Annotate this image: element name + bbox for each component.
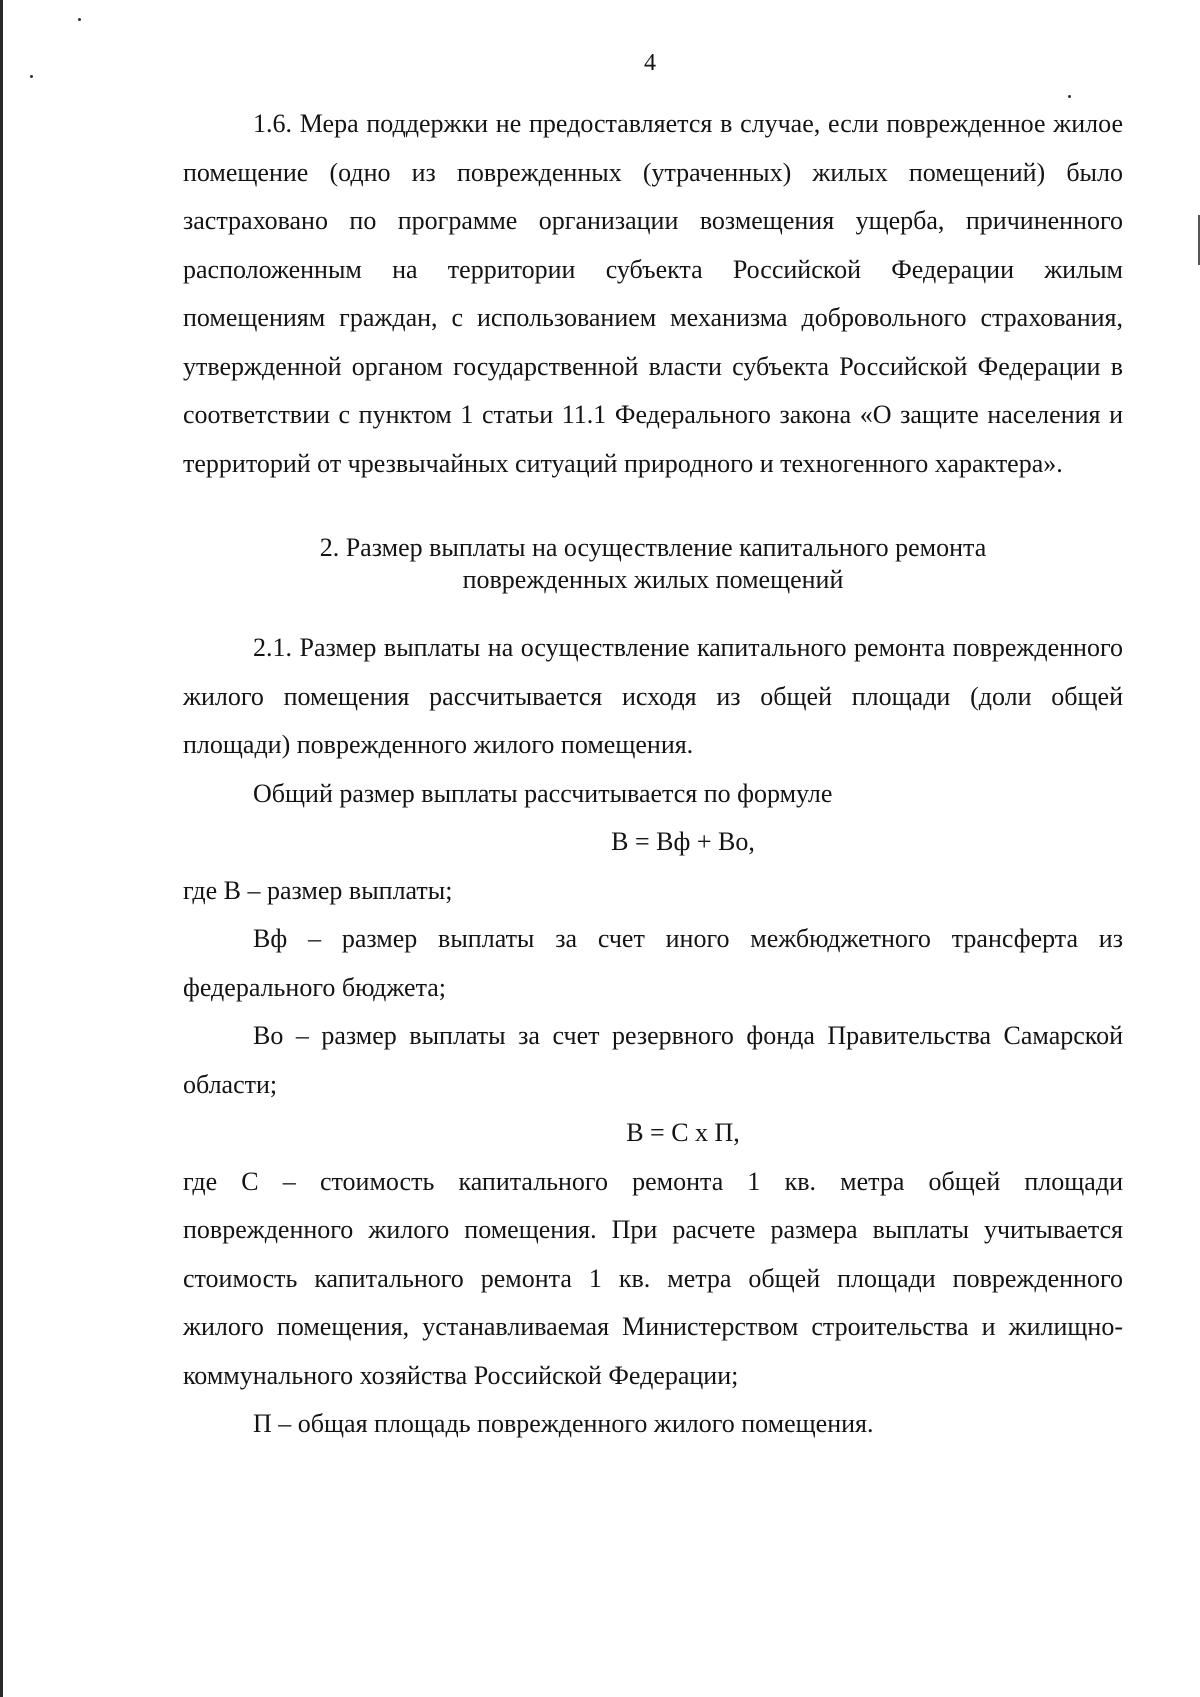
section-2-heading-line-2: поврежденных жилых помещений [462, 565, 844, 594]
document-body [183, 100, 1123, 1449]
section-2-heading-line-1: 2. Размер выплаты на осуществление капитального ремонта [319, 533, 987, 562]
scan-left-edge [0, 0, 3, 1697]
section-2-heading [183, 532, 1123, 596]
paragraph-total-formula-intro: Общий размер выплаты рассчитывается по формуле [253, 778, 833, 808]
paragraph-2-1: 2.1. Размер выплаты на осуществление капитального ремонта поврежденного жилого помещения рассчитывается исходя из общей площади (доли общей площади) поврежденного жилого помещения. [183, 633, 1123, 759]
formula-b-sum: В = Вф + Во, [611, 827, 755, 856]
paragraph-p-definition: П – общая площадь поврежденного жилого помещения. [253, 1409, 874, 1438]
paragraph-vo-definition: Во – размер выплаты за счет резервного фонда Правительства Самарской области; [183, 1021, 1123, 1099]
page-number: 4 [644, 50, 656, 76]
paragraph-where-b: где В – размер выплаты; [183, 875, 453, 905]
formula-b-product: В = С х П, [626, 1118, 740, 1147]
scan-speck [78, 18, 81, 21]
paragraph-vf-definition: Вф – размер выплаты за счет иного межбюджетного трансферта из федерального бюджета; [183, 924, 1123, 1002]
scan-speck [1068, 95, 1071, 98]
paragraph-where-c: где С – стоимость капитального ремонта 1 кв. метра общей площади поврежденного жилого помещения. При расчете размера выплаты учитывается стоимость капитального ремонта 1 кв. метра общей площади поврежденного жилого помещения, устанавливаемая Министерством строительства и жилищно-коммунального хозяйства Российской Федерации; [183, 1166, 1123, 1390]
paragraph-1-6: 1.6. Мера поддержки не предоставляется в случае, если поврежденное жилое помещение (одно из поврежденных (утраченных) жилых помещений) было застраховано по программе организации возмещения ущерба, причиненного расположенным на территории субъекта Российской Федерации жилым помещениям граждан, с использованием механизма добровольного страхования, утвержденной органом государственной власти субъекта Российской Федерации в соответствии с пунктом 1 статьи 11.1 Федерального закона «О защите населения и территорий от чрезвычайных ситуаций природного и техногенного характера». [183, 109, 1123, 478]
